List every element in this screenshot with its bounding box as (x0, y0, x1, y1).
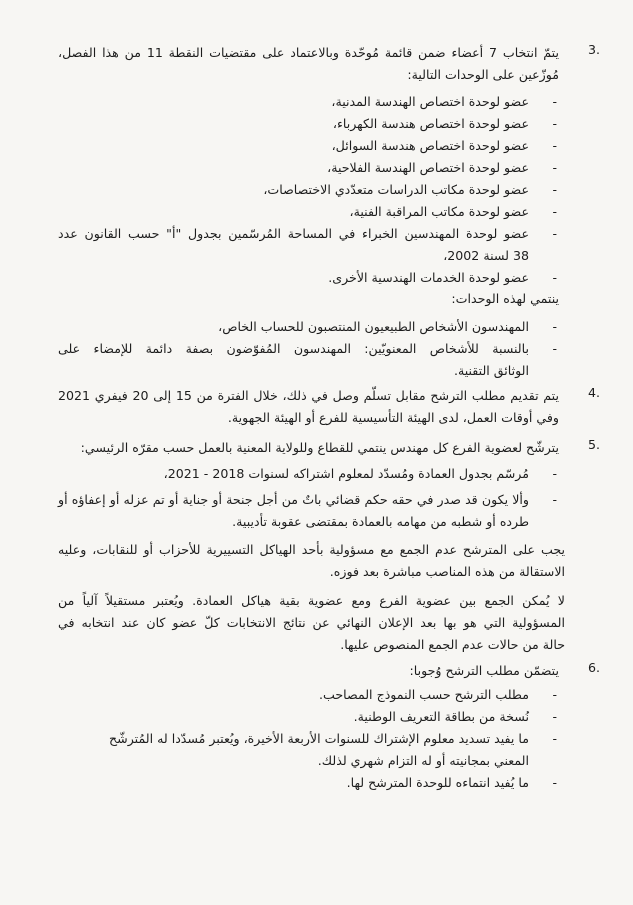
list-item: - عضو لوحدة الخدمات الهندسية الأخرى. (58, 267, 559, 289)
list-item-continuation: المعني بمجانيته أو له التزام شهري لذلك. (317, 753, 529, 768)
list-item-continuation: 38 لسنة 2002، (443, 248, 529, 263)
list-item: - وألا يكون قد صدر في حقه حكم قضائي باتٌ من أجل جنحة أو جناية أو تم عزله أو إعفاؤه أو (58, 489, 559, 511)
list-item: - عضو لوحدة مكاتب المراقبة الفنية، (58, 201, 559, 223)
paragraph-line: يجب على المترشح عدم الجمع مع مسؤولية بأحد الهياكل التسييرية للأحزاب أو للنقابات، وعليه (58, 542, 565, 557)
item-3-intro-line-2: مُوزّعين على الوحدات التالية: (407, 67, 559, 82)
item-5-conditions (58, 463, 559, 533)
list-item: - عضو لوحدة اختصاص الهندسة الفلاحية، (58, 157, 559, 179)
list-item: - مُرسّم بجدول العمادة ومُسدّد لمعلوم اشتراكه لسنوات 2018 - 2021، (58, 463, 559, 485)
item-number: 6. (587, 660, 601, 675)
item-3-belonging (58, 288, 559, 310)
belong-intro: ينتمي لهذه الوحدات: (451, 291, 559, 306)
list-item: - المهندسون الأشخاص الطبيعيون المنتصبون للحساب الخاص، (58, 316, 559, 338)
item-5-paragraph-2 (58, 590, 565, 656)
list-item-continuation: طرده أو شطبه من مهامه بالعمادة بمقتضى عقوبة تأديبية. (232, 514, 529, 529)
item-5-intro: يترشّح لعضوية الفرع كل مهندس ينتمي للقطاع وللولاية المعنية بالعمل حسب مقرّه الرئيسي: (80, 440, 559, 455)
paragraph-line: حالة من حالات عدم الجمع المنصوص عليها. (340, 637, 565, 652)
item-6 (58, 660, 601, 682)
list-item: - بالنسبة للأشخاص المعنويّين: المهندسون المُفوّضون بصفة دائمة للإمضاء على (58, 338, 559, 360)
item-3 (58, 42, 601, 86)
item-3-belonging-list (58, 316, 559, 382)
item-6-requirements (58, 684, 559, 794)
list-item: - نُسخة من بطاقة التعريف الوطنية. (58, 706, 559, 728)
item-number: 5. (587, 437, 601, 452)
item-4-line-1: يتم تقديم مطلب الترشح مقابل تسلّم وصل في ذلك، خلال الفترة من 15 إلى 20 فيفري 2021 (58, 388, 559, 403)
paragraph-line: المسؤولية التي هو بها بعد الإعلان النهائي عن نتائج الانتخابات كلّ عضو كان عند انتخابه في (58, 615, 565, 630)
item-6-intro: يتضمّن مطلب الترشح وُجوبا: (409, 663, 559, 678)
item-5 (58, 437, 601, 459)
item-number: 4. (587, 385, 601, 400)
item-3-intro-line-1: يتمّ انتخاب 7 أعضاء ضمن قائمة مُوحّدة وبالاعتماد على مقتضيات النقطة 11 من هذا الفصل، (58, 45, 559, 60)
item-4-line-2: وفي أوقات العمل، لدى الهيئة التأسيسية للفرع أو الهيئة الجهوية. (227, 410, 559, 425)
item-4 (58, 385, 601, 429)
list-item: - ما يُفيد انتماءه للوحدة المترشح لها. (58, 772, 559, 794)
item-number: 3. (587, 42, 601, 57)
paragraph-line: لا يُمكن الجمع بين عضوية الفرع ومع عضوية بقية هياكل العمادة. ويُعتبر مستقيلاً آلياً من (58, 593, 565, 608)
list-item: - عضو لوحدة اختصاص هندسة السوائل، (58, 135, 559, 157)
list-item: - ما يفيد تسديد معلوم الإشتراك للسنوات الأربعة الأخيرة، ويُعتبر مُسدّدا له المُترشّح (58, 728, 559, 750)
list-item: - عضو لوحدة اختصاص الهندسة المدنية، (58, 91, 559, 113)
item-3-units-list (58, 91, 559, 289)
paragraph-line: الاستقالة من هذه المناصب مباشرة بعد فوزه. (329, 564, 565, 579)
item-5-paragraph-1 (58, 539, 565, 583)
list-item: - عضو لوحدة اختصاص هندسة الكهرباء، (58, 113, 559, 135)
list-item: - عضو لوحدة المهندسين الخبراء في المساحة المُرسّمين بجدول "أ" حسب القانون عدد (58, 223, 559, 245)
list-item: - عضو لوحدة مكاتب الدراسات متعدّدي الاختصاصات، (58, 179, 559, 201)
list-item-continuation: الوثائق التقنية. (453, 363, 529, 378)
list-item: - مطلب الترشح حسب النموذج المصاحب. (58, 684, 559, 706)
